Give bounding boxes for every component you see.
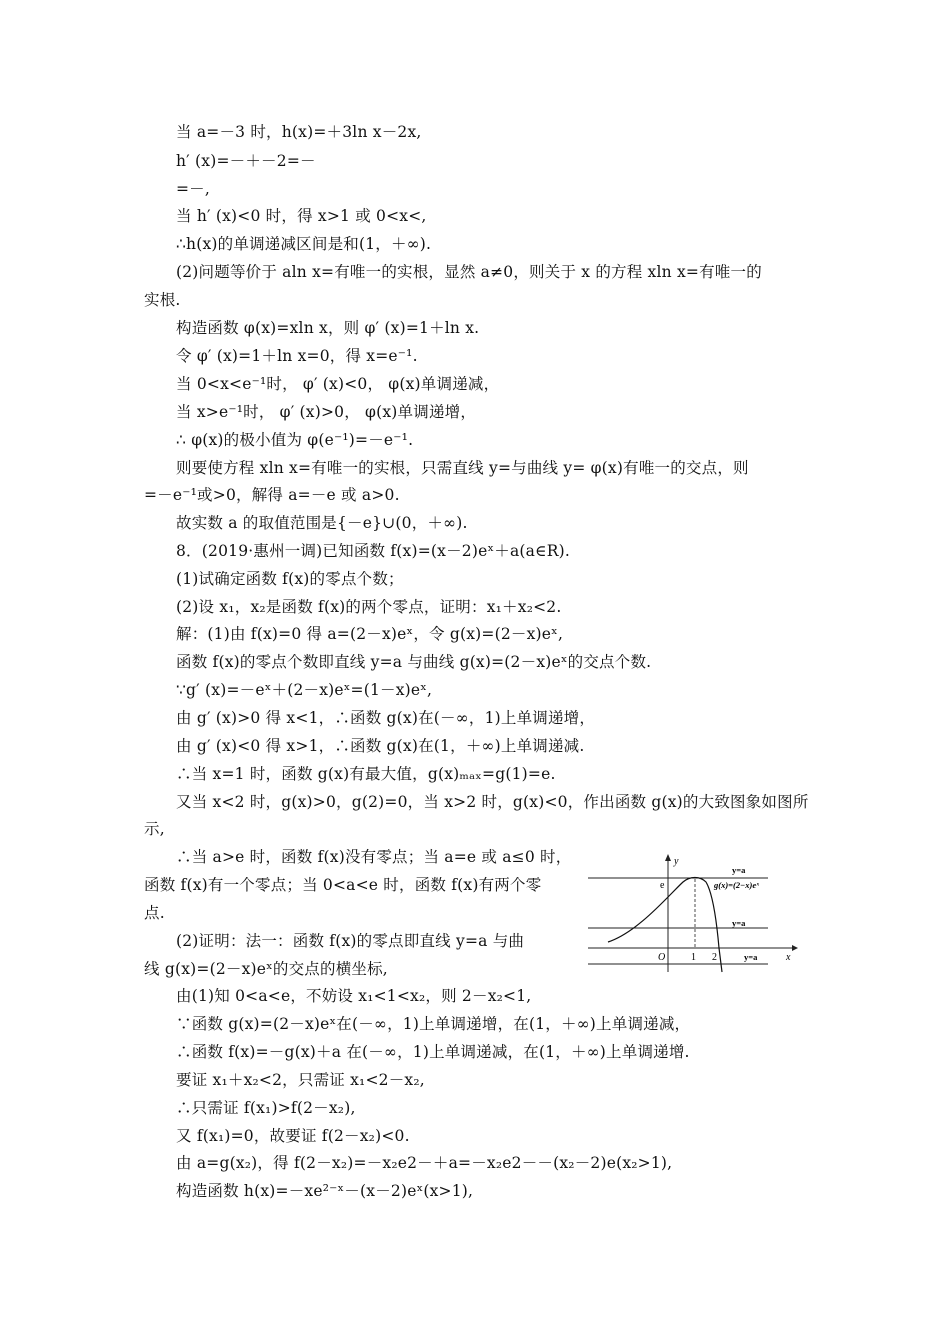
text-line: 当 0<x<e⁻¹时， φ′ (x)<0， φ(x)单调递减， [176, 375, 500, 393]
text-line: 又 f(x₁)=0，故要证 f(2－x₂)<0. [176, 1127, 410, 1145]
line-label-bottom: y=a [744, 952, 758, 962]
line-label-middle: y=a [732, 918, 746, 928]
text-line: (2)设 x₁，x₂是函数 f(x)的两个零点，证明：x₁＋x₂<2. [176, 598, 562, 616]
text-line: 构造函数 φ(x)=xln x，则 φ′ (x)=1＋ln x. [176, 319, 480, 337]
text-line: 线 g(x)=(2－x)eˣ的交点的横坐标, [144, 960, 388, 978]
text-line: 由(1)知 0<a<e，不妨设 x₁<1<x₂，则 2－x₂<1, [176, 987, 532, 1005]
line-label-top: y=a [732, 865, 746, 875]
tick-label-e: e [660, 880, 665, 891]
text-line: 则要使方程 xln x=有唯一的实根，只需直线 y=与曲线 y= φ(x)有唯一的交点，则 [176, 459, 749, 477]
tick-label-2: 2 [712, 952, 717, 963]
text-line: =－e⁻¹或>0，解得 a=－e 或 a>0. [144, 486, 400, 504]
text-line: 解：(1)由 f(x)=0 得 a=(2－x)eˣ，令 g(x)=(2－x)eˣ, [176, 625, 564, 643]
text-line: 示, [144, 820, 165, 838]
text-line: 令 φ′ (x)=1＋ln x=0，得 x=e⁻¹. [176, 347, 418, 365]
text-line: ∴ φ(x)的极小值为 φ(e⁻¹)=－e⁻¹. [176, 431, 414, 449]
text-line: 实根. [144, 291, 181, 309]
text-line: =－, [176, 180, 211, 198]
y-axis-arrow-icon [665, 854, 671, 861]
text-line: 当 a=－3 时，h(x)=＋3ln x－2x, [176, 123, 422, 141]
text-line: 函数 f(x)的零点个数即直线 y=a 与曲线 g(x)=(2－x)eˣ的交点个数. [176, 653, 652, 671]
text-line: (2)证明：法一：函数 f(x)的零点即直线 y=a 与曲 [176, 932, 525, 950]
text-line: ∵函数 g(x)=(2－x)eˣ在(－∞，1)上单调递增，在(1，＋∞)上单调递减， [176, 1015, 691, 1033]
text-line: 要证 x₁＋x₂<2，只需证 x₁<2－x₂, [176, 1071, 425, 1089]
curve-label: g(x)=(2−x)eˣ [714, 880, 759, 890]
text-line: h′ (x)=－＋－2=－ [176, 152, 316, 170]
text-line: 故实数 a 的取值范围是{－e}∪(0，＋∞). [176, 514, 468, 532]
text-line: 当 x>e⁻¹时， φ′ (x)>0， φ(x)单调递增， [176, 403, 477, 421]
text-line: ∴函数 f(x)=－g(x)＋a 在(－∞，1)上单调递减，在(1，＋∞)上单调递增. [176, 1043, 690, 1061]
text-line: ∴当 a>e 时，函数 f(x)没有零点；当 a=e 或 a≤0 时， [176, 848, 572, 866]
text-line: ∵g′ (x)=－eˣ＋(2－x)eˣ=(1－x)eˣ, [176, 681, 433, 699]
text-line: (1)试确定函数 f(x)的零点个数； [176, 570, 404, 588]
function-graph-figure [588, 852, 798, 974]
y-axis-label: y [674, 856, 679, 867]
text-line: 由 a=g(x₂)，得 f(2－x₂)=－x₂e2－＋a=－x₂e2－－(x₂－2)e(x₂>1), [176, 1154, 673, 1172]
text-line: (2)问题等价于 aln x=有唯一的实根，显然 a≠0，则关于 x 的方程 xln x=有唯一的 [176, 263, 762, 281]
text-line: 函数 f(x)有一个零点；当 0<a<e 时，函数 f(x)有两个零 [144, 876, 542, 894]
text-line: 由 g′ (x)>0 得 x<1，∴函数 g(x)在(－∞，1)上单调递增， [176, 709, 596, 727]
text-line: 当 h′ (x)<0 时，得 x>1 或 0<x<, [176, 207, 427, 225]
text-line: 又当 x<2 时，g(x)>0，g(2)=0，当 x>2 时，g(x)<0，作出函数 g(x)的大致图象如图所 [176, 793, 809, 811]
text-line: 构造函数 h(x)=－xe²⁻ˣ－(x－2)eˣ(x>1), [176, 1182, 474, 1200]
tick-label-1: 1 [691, 952, 696, 963]
text-line: 点. [144, 904, 165, 922]
x-axis-label: x [786, 952, 791, 963]
text-line: 由 g′ (x)<0 得 x>1，∴函数 g(x)在(1，＋∞)上单调递减. [176, 737, 585, 755]
x-axis-arrow-icon [792, 945, 798, 951]
origin-label: O [658, 952, 666, 963]
text-line: ∴当 x=1 时，函数 g(x)有最大值，g(x)ₘₐₓ=g(1)=e. [176, 765, 556, 783]
text-line: ∴h(x)的单调递减区间是和(1，＋∞). [176, 235, 432, 253]
text-line: 8．(2019·惠州一调)已知函数 f(x)=(x－2)eˣ＋a(a∈R). [176, 542, 571, 560]
text-line: ∴只需证 f(x₁)>f(2－x₂), [176, 1099, 356, 1117]
